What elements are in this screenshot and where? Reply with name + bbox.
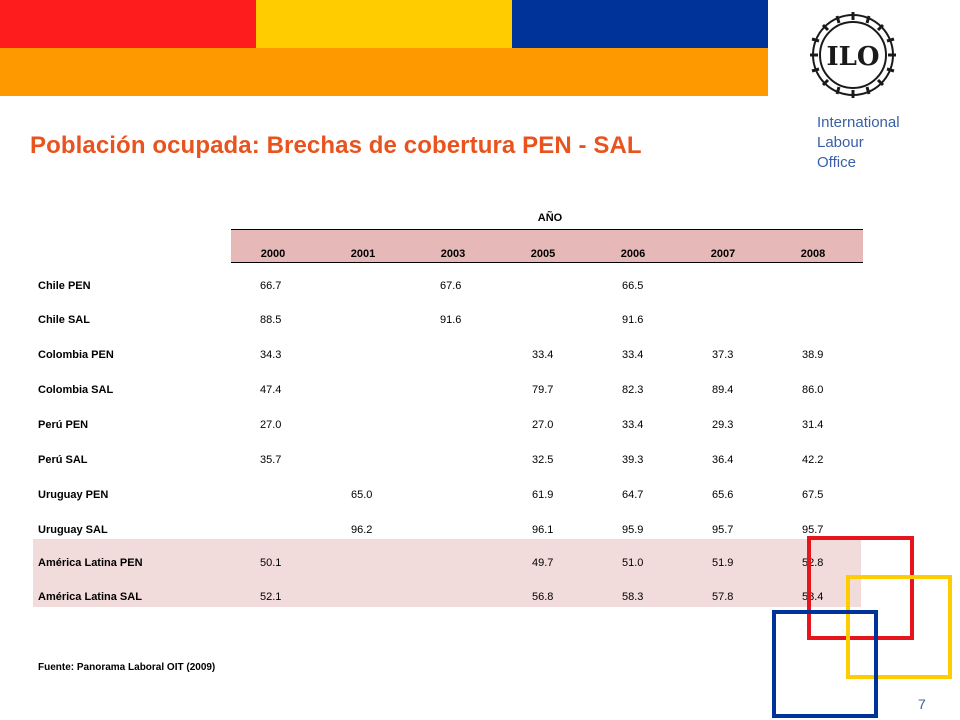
table-cell: 91.6: [440, 314, 462, 326]
table-cell: 58.4: [802, 591, 824, 603]
table-cell: 36.4: [712, 454, 734, 466]
table-cell: 56.8: [532, 591, 554, 603]
logo-text: ILO: [826, 42, 880, 72]
table-cell: 33.4: [622, 349, 644, 361]
table-cell: 95.7: [712, 524, 734, 536]
table-cell: 50.1: [260, 557, 282, 569]
table-cell: 27.0: [532, 419, 554, 431]
row-label: Perú SAL: [38, 454, 88, 466]
year-header-6: 2008: [800, 248, 826, 260]
slide-title: Población ocupada: Brechas de cobertura PEN - SAL: [30, 132, 642, 159]
source-note: Fuente: Panorama Laboral OIT (2009): [38, 662, 216, 673]
table-cell: 33.4: [532, 349, 554, 361]
year-header-0: 2000: [260, 248, 286, 260]
year-header-3: 2005: [530, 248, 556, 260]
org-name: [817, 113, 900, 173]
table-cell: 47.4: [260, 384, 282, 396]
row-label: Perú PEN: [38, 419, 89, 431]
row-label: Uruguay SAL: [38, 524, 108, 536]
table-cell: 57.8: [712, 591, 734, 603]
table-cell: 51.9: [712, 557, 734, 569]
table-cell: 31.4: [802, 419, 824, 431]
table-cell: 86.0: [802, 384, 824, 396]
table-cell: 32.5: [532, 454, 554, 466]
table-group-header: AÑO: [537, 212, 563, 224]
table-cell: 89.4: [712, 384, 734, 396]
highlight-row-al-sal: [33, 573, 861, 607]
year-header-1: 2001: [350, 248, 376, 260]
org-name-line-3: Office: [817, 154, 856, 171]
table-cell: 29.3: [712, 419, 734, 431]
decorative-square-blue: [772, 610, 878, 718]
header-band-yellow: [256, 0, 512, 48]
table-cell: 79.7: [532, 384, 554, 396]
table-cell: 65.0: [351, 489, 373, 501]
year-header-5: 2007: [710, 248, 736, 260]
table-cell: 39.3: [622, 454, 644, 466]
table-cell: 64.7: [622, 489, 644, 501]
table-cell: 88.5: [260, 314, 282, 326]
table-cell: 35.7: [260, 454, 282, 466]
header-band-red: [0, 0, 256, 48]
table-cell: 34.3: [260, 349, 282, 361]
row-label: Colombia SAL: [38, 384, 114, 396]
header-band-orange: [0, 48, 768, 96]
org-name-line-2: Labour: [817, 134, 864, 151]
table-cell: 42.2: [802, 454, 824, 466]
header-band-blue: [512, 0, 768, 48]
table-cell: 27.0: [260, 419, 282, 431]
row-label: América Latina PEN: [38, 557, 143, 569]
page-number: 7: [918, 696, 926, 712]
ilo-logo: [803, 10, 903, 100]
table-cell: 91.6: [622, 314, 644, 326]
row-label: Chile SAL: [38, 314, 90, 326]
year-header-4: 2006: [620, 248, 646, 260]
row-label: América Latina SAL: [38, 591, 142, 603]
table-cell: 49.7: [532, 557, 554, 569]
table-cell: 96.1: [532, 524, 554, 536]
table-cell: 96.2: [351, 524, 373, 536]
table-cell: 52.8: [802, 557, 824, 569]
table-cell: 52.1: [260, 591, 282, 603]
row-label: Chile PEN: [38, 280, 91, 292]
table-cell: 67.5: [802, 489, 824, 501]
table-cell: 37.3: [712, 349, 734, 361]
table-cell: 95.7: [802, 524, 824, 536]
table-cell: 58.3: [622, 591, 644, 603]
row-label: Colombia PEN: [38, 349, 114, 361]
table-cell: 67.6: [440, 280, 462, 292]
table-cell: 38.9: [802, 349, 824, 361]
org-name-line-1: International: [817, 114, 900, 131]
row-label: Uruguay PEN: [38, 489, 109, 501]
table-cell: 33.4: [622, 419, 644, 431]
table-cell: 65.6: [712, 489, 734, 501]
table-cell: 51.0: [622, 557, 644, 569]
table-cell: 95.9: [622, 524, 644, 536]
year-header-2: 2003: [440, 248, 466, 260]
highlight-row-al-pen: [33, 539, 861, 573]
table-cell: 82.3: [622, 384, 644, 396]
table-cell: 66.7: [260, 280, 282, 292]
table-cell: 66.5: [622, 280, 644, 292]
table-cell: 61.9: [532, 489, 554, 501]
